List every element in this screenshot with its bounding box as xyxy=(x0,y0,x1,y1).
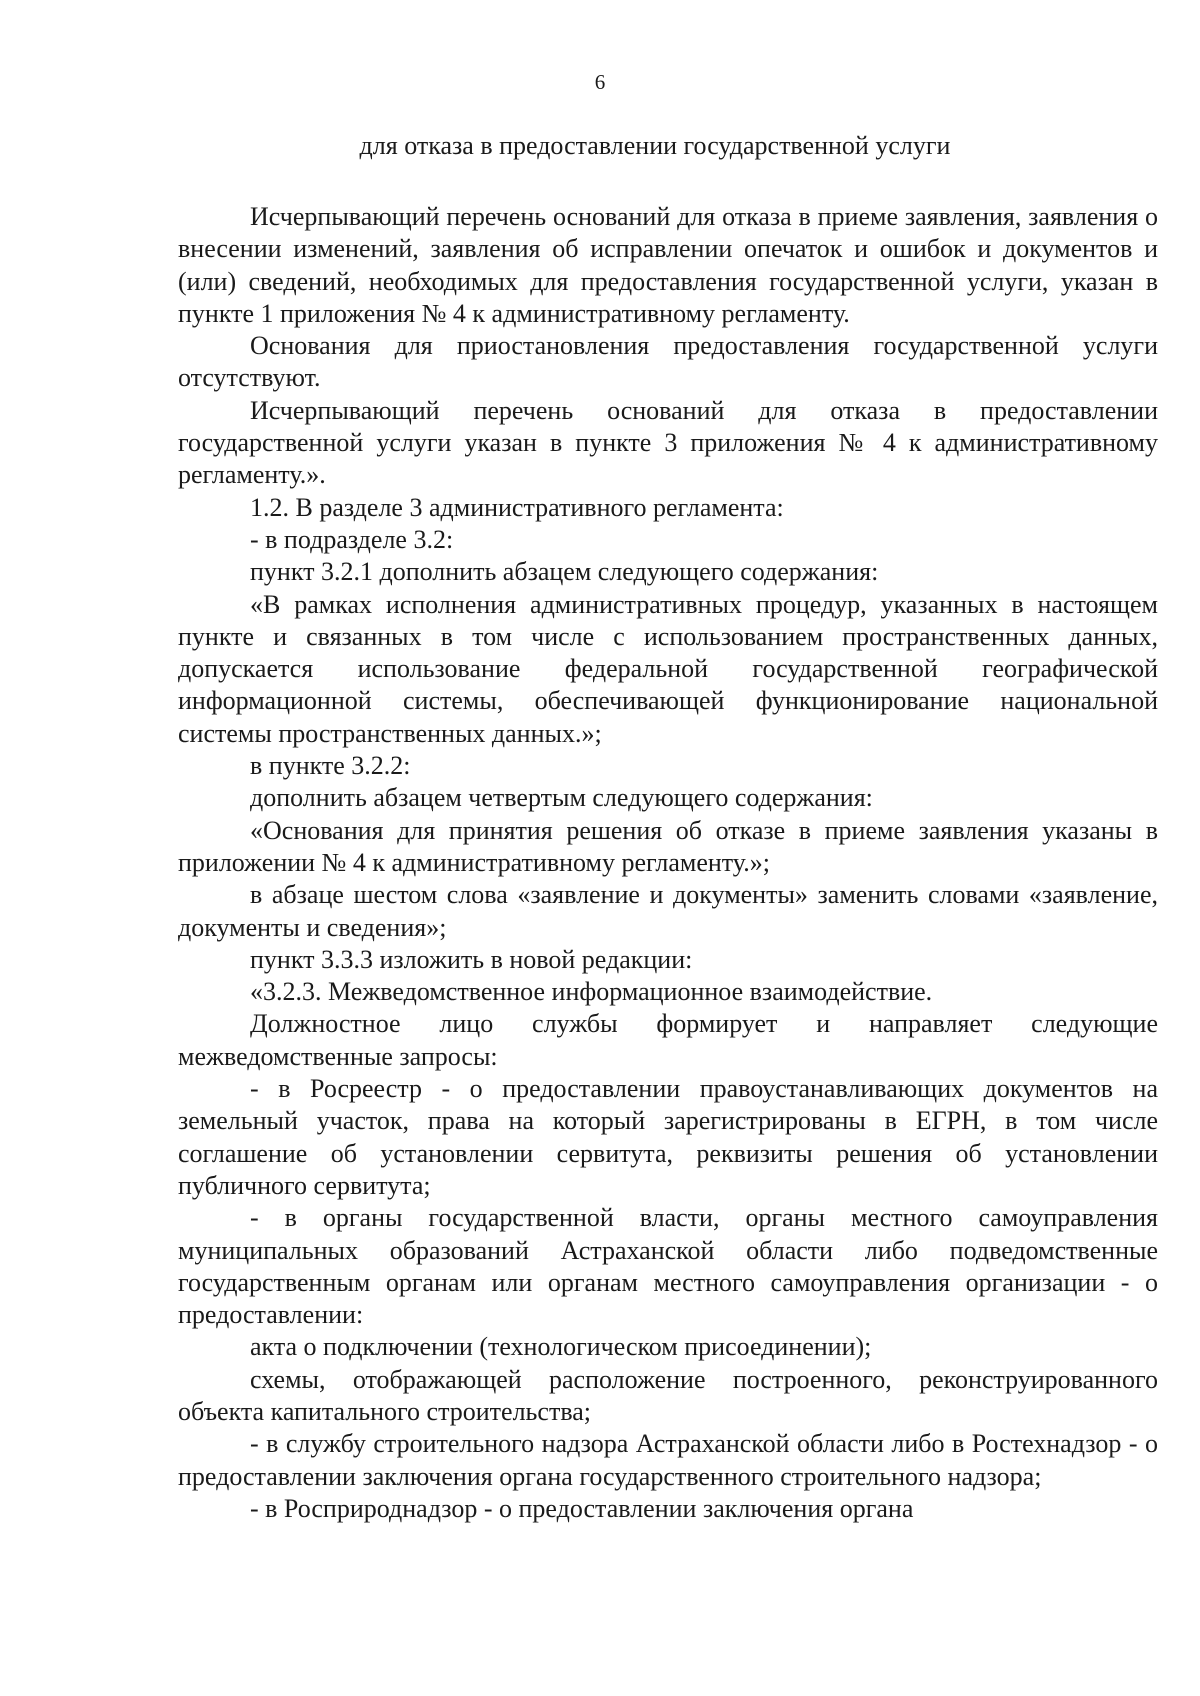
page-number: 6 xyxy=(594,70,606,94)
paragraph: 1.2. В разделе 3 административного регламента: xyxy=(250,492,784,522)
document-body xyxy=(178,201,1158,1525)
paragraph: Исчерпывающий перечень оснований для отказа в предоставлении государственной услуги указан в пункте 3 приложения № 4 к административному регламенту.». xyxy=(178,395,1158,490)
paragraph: пункт 3.2.1 дополнить абзацем следующего содержания: xyxy=(250,557,879,587)
paragraph: в абзаце шестом слова «заявление и документы» заменить словами «заявление, документы и сведения»; xyxy=(178,880,1158,942)
paragraph: - в подразделе 3.2: xyxy=(250,524,454,554)
paragraph: акта о подключении (технологическом присоединении); xyxy=(250,1332,872,1362)
paragraph: - в службу строительного надзора Астраханской области либо в Ростехнадзор - о предоставлении заключения органа государственного строительного надзора; xyxy=(178,1429,1158,1491)
paragraph: Основания для приостановления предоставления государственной услуги отсутствуют. xyxy=(178,331,1158,393)
paragraph: в пункте 3.2.2: xyxy=(250,751,411,781)
paragraph: «Основания для принятия решения об отказе в приеме заявления указаны в приложении № 4 к административному регламенту.»; xyxy=(178,815,1158,877)
paragraph: схемы, отображающей расположение построенного, реконструированного объекта капитального строительства; xyxy=(178,1364,1158,1426)
paragraph: «В рамках исполнения административных процедур, указанных в настоящем пункте и связанных в том числе с использованием пространственных данных, допускается использование федеральной государственной географической информационной системы, обеспечивающей функционирование национальной системы пространственных данных.»; xyxy=(178,589,1158,748)
paragraph: - в Росприроднадзор - о предоставлении заключения органа xyxy=(250,1493,914,1523)
paragraph: - в органы государственной власти, органы местного самоуправления муниципальных образований Астраханской области либо подведомственные государственным органам или органам местного самоуправления организации - о предоставлении: xyxy=(178,1203,1158,1330)
paragraph: пункт 3.3.3 изложить в новой редакции: xyxy=(250,944,693,974)
section-heading: для отказа в предоставлении государственной услуги xyxy=(359,131,951,160)
paragraph: Исчерпывающий перечень оснований для отказа в приеме заявления, заявления о внесении изменений, заявления об исправлении опечаток и ошибок и документов и (или) сведений, необходимых для предоставления государственной услуги, указан в пункте 1 приложения № 4 к административному регламенту. xyxy=(178,202,1158,328)
paragraph: - в Росреестр - о предоставлении правоустанавливающих документов на земельный участок, права на который зарегистрированы в ЕГРН, в том числе соглашение об установлении сервитута, реквизиты решения об установлении публичного сервитута; xyxy=(178,1074,1158,1200)
paragraph: Должностное лицо службы формирует и направляет следующие межведомственные запросы: xyxy=(178,1009,1158,1071)
paragraph: дополнить абзацем четвертым следующего содержания: xyxy=(250,783,873,813)
paragraph: «3.2.3. Межведомственное информационное взаимодействие. xyxy=(250,977,933,1007)
